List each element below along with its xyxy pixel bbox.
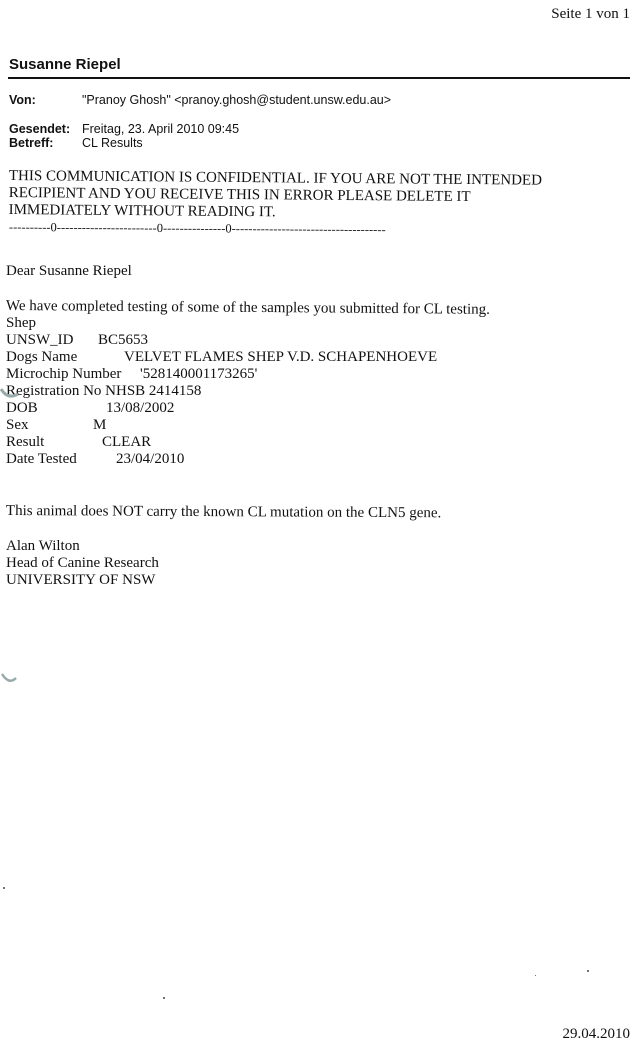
- subject-label: Betreff:: [9, 136, 54, 150]
- notice-separator: ----------0------------------------0---------------0-------------------------------------: [8, 220, 386, 237]
- sent-label: Gesendet:: [9, 122, 71, 136]
- conclusion-line: This animal does NOT carry the known CL mutation on the CLN5 gene.: [5, 503, 442, 522]
- record-value: BC5653: [98, 332, 149, 348]
- intro-line: We have completed testing of some of the samples you submitted for CL testing.: [5, 298, 490, 318]
- record-label: UNSW_ID: [6, 332, 74, 348]
- scan-smudge-mark: [0, 672, 18, 684]
- signature-name: Alan Wilton: [6, 538, 80, 554]
- signature-title: Head of Canine Research: [6, 555, 159, 571]
- record-label: DOB: [6, 400, 38, 416]
- record-row-dogs-name: [6, 349, 490, 366]
- record-value: 13/08/2002: [106, 400, 175, 416]
- record-label: Date Tested: [6, 451, 77, 467]
- header-divider: [8, 77, 630, 79]
- scan-speck: [3, 887, 5, 889]
- record-label: Dogs Name: [6, 349, 78, 365]
- record-row-result: [6, 434, 490, 451]
- page-number: Seite 1 von 1: [551, 6, 630, 22]
- signature-institution: UNIVERSITY OF NSW: [6, 572, 156, 588]
- record-value: NHSB 2414158: [105, 383, 202, 399]
- subject-value: CL Results: [82, 136, 143, 150]
- record-row-registration: [6, 383, 490, 400]
- scan-speck: [587, 970, 589, 972]
- scan-speck: [535, 975, 536, 976]
- print-date: 29.04.2010: [562, 1026, 630, 1042]
- record-row-date-tested: [6, 451, 490, 468]
- record-label: Sex: [6, 417, 29, 433]
- confidentiality-notice: THIS COMMUNICATION IS CONFIDENTIAL. IF YOU ARE NOT THE INTENDED RECIPIENT AND YOU RECEIVE THIS IN ERROR PLEASE DELETE IT IMMEDIATELY WITHOUT READING IT.: [8, 168, 543, 221]
- record-row-sex: [6, 417, 490, 434]
- email-body: [6, 263, 490, 589]
- from-label: Von:: [9, 93, 36, 107]
- record-value: VELVET FLAMES SHEP V.D. SCHAPENHOEVE: [124, 349, 438, 365]
- record-value: '528140001173265': [140, 366, 258, 382]
- record-row-unsw-id: [6, 332, 490, 349]
- scan-smudge-mark: [0, 386, 20, 400]
- record-label: Result: [6, 434, 45, 450]
- scan-speck: [163, 997, 165, 999]
- record-value: 23/04/2010: [116, 451, 185, 467]
- record-value: CLEAR: [102, 434, 152, 450]
- record-label: Microchip Number: [6, 366, 122, 382]
- record-value: M: [93, 417, 107, 433]
- greeting: Dear Susanne Riepel: [6, 263, 132, 279]
- record-label: Registration No: [6, 383, 102, 399]
- record-row-dob: [6, 400, 490, 417]
- from-value: "Pranoy Ghosh" <pranoy.ghosh@student.unsw.edu.au>: [82, 93, 392, 107]
- mailbox-owner-name: Susanne Riepel: [9, 56, 121, 73]
- record-row-microchip: [6, 366, 490, 383]
- sent-value: Freitag, 23. April 2010 09:45: [82, 122, 240, 136]
- breed-line: Shep: [6, 315, 36, 331]
